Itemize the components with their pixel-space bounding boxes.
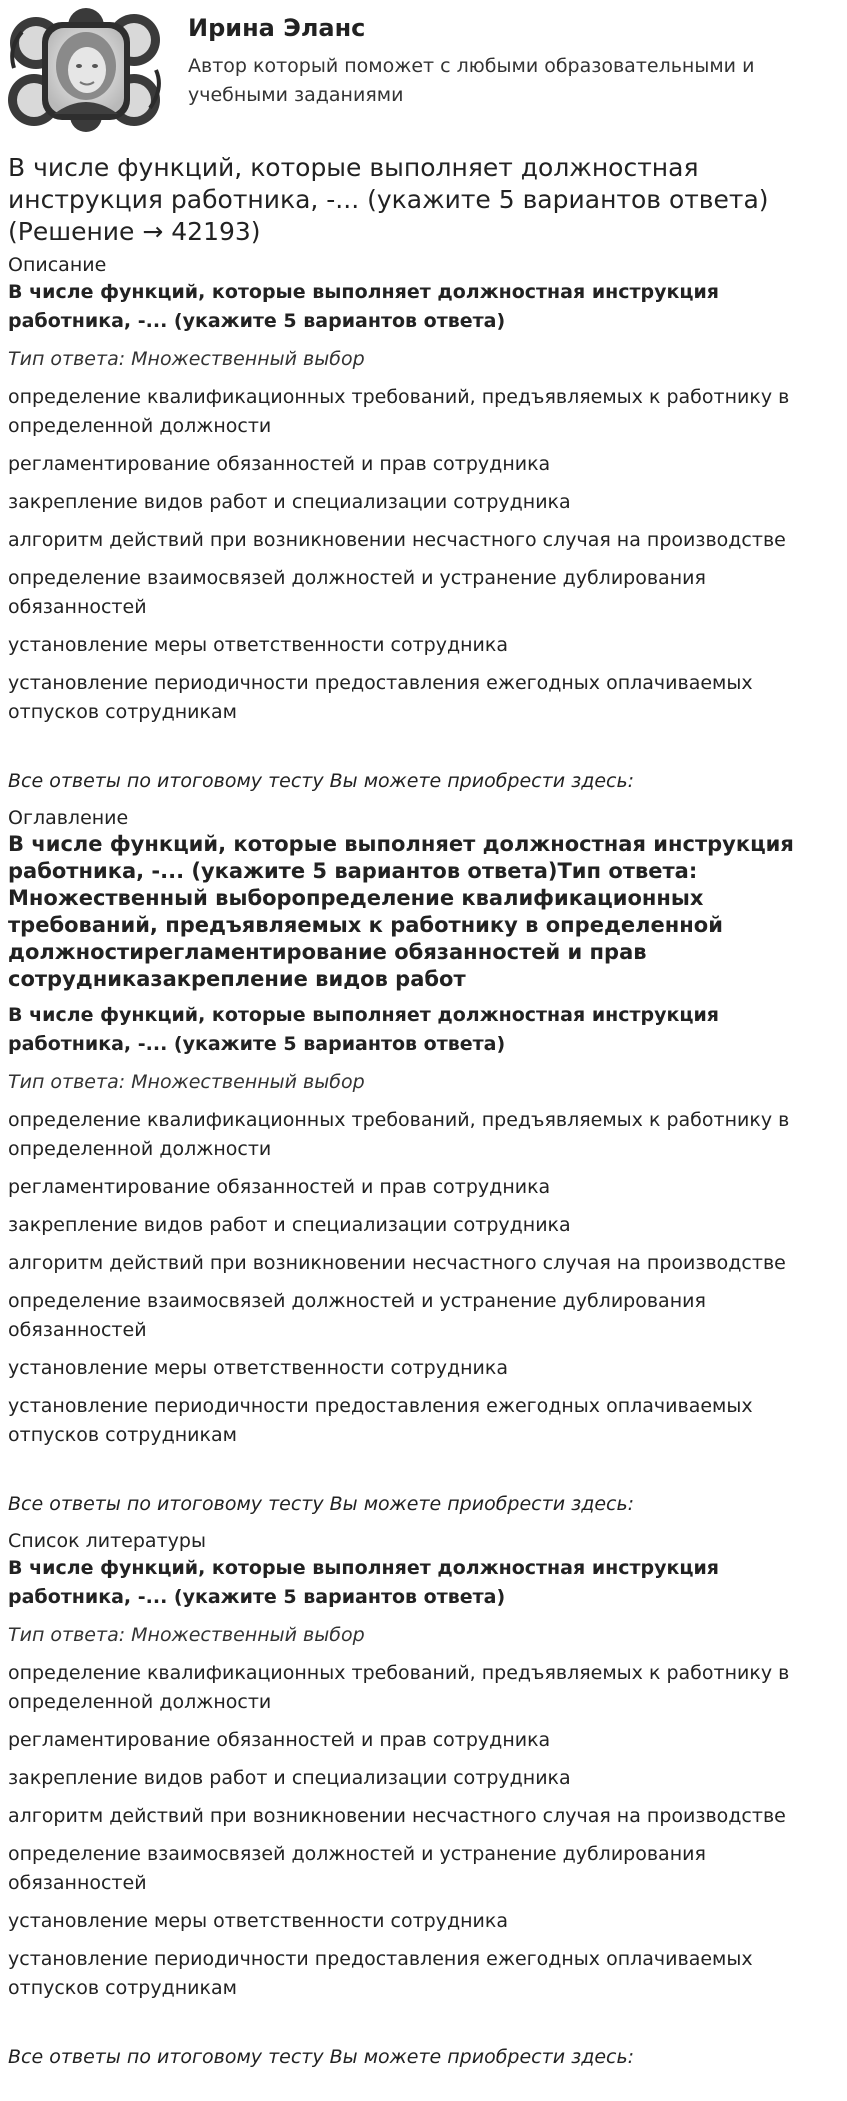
answer-option: установление периодичности предоставления ежегодных оплачиваемых отпусков сотрудникам [8, 1948, 753, 1999]
answer-option: определение взаимосвязей должностей и устранение дублирования обязанностей [8, 1290, 706, 1341]
answer-option: установление меры ответственности сотрудника [8, 1357, 508, 1379]
answer-option: определение взаимосвязей должностей и устранение дублирования обязанностей [8, 1843, 706, 1894]
avatar-image [6, 8, 166, 133]
answer-type: Тип ответа: Множественный выбор [8, 348, 365, 370]
answer-option: алгоритм действий при возникновении несчастного случая на производстве [8, 529, 786, 551]
answer-option: закрепление видов работ и специализации сотрудника [8, 1214, 571, 1236]
answer-option: алгоритм действий при возникновении несчастного случая на производстве [8, 1252, 786, 1274]
section-contents [8, 805, 823, 1519]
answer-type: Тип ответа: Множественный выбор [8, 1071, 365, 1093]
answer-type: Тип ответа: Множественный выбор [8, 1624, 365, 1646]
buy-text: Все ответы по итоговому тесту Вы можете приобрести здесь: [8, 1493, 635, 1515]
section-label: Список литературы [8, 1530, 206, 1552]
answer-option: закрепление видов работ и специализации сотрудника [8, 491, 571, 513]
question-title: В числе функций, которые выполняет должностная инструкция работника, -... (укажите 5 вариантов ответа) [8, 281, 720, 332]
section-references [8, 1528, 823, 2072]
answer-option: установление меры ответственности сотрудника [8, 634, 508, 656]
answer-option: определение взаимосвязей должностей и устранение дублирования обязанностей [8, 567, 706, 618]
answer-option: регламентирование обязанностей и прав сотрудника [8, 453, 551, 475]
answer-option: установление периодичности предоставления ежегодных оплачиваемых отпусков сотрудникам [8, 1395, 753, 1446]
buy-text: Все ответы по итоговому тесту Вы можете приобрести здесь: [8, 770, 635, 792]
answer-option: закрепление видов работ и специализации сотрудника [8, 1767, 571, 1789]
section-label: Оглавление [8, 807, 129, 829]
author-bio: Автор который поможет с любыми образовательными и учебными заданиями [188, 55, 755, 106]
answer-option: установление меры ответственности сотрудника [8, 1910, 508, 1932]
answer-option: определение квалификационных требований, предъявляемых к работнику в определенной должности [8, 1109, 790, 1160]
answer-option: регламентирование обязанностей и прав сотрудника [8, 1176, 551, 1198]
author-name[interactable]: Ирина Эланс [188, 14, 366, 42]
page-title: В числе функций, которые выполняет должностная инструкция работника, -... (укажите 5 вариантов ответа) (Решение → 42193) [8, 153, 769, 246]
answer-option: алгоритм действий при возникновении несчастного случая на производстве [8, 1805, 786, 1827]
answer-option: определение квалификационных требований, предъявляемых к работнику в определенной должности [8, 386, 790, 437]
avatar[interactable] [6, 8, 166, 133]
section-description [8, 252, 823, 796]
section-label: Описание [8, 254, 107, 276]
answer-option: установление периодичности предоставления ежегодных оплачиваемых отпусков сотрудникам [8, 672, 753, 723]
question-title: В числе функций, которые выполняет должностная инструкция работника, -... (укажите 5 вариантов ответа) [8, 1004, 720, 1055]
question-title: В числе функций, которые выполняет должностная инструкция работника, -... (укажите 5 вариантов ответа) [8, 1557, 720, 1608]
answer-option: определение квалификационных требований, предъявляемых к работнику в определенной должности [8, 1662, 790, 1713]
buy-text: Все ответы по итоговому тесту Вы можете приобрести здесь: [8, 2046, 635, 2068]
author-header [8, 6, 823, 146]
author-info [188, 6, 823, 110]
answer-option: регламентирование обязанностей и прав сотрудника [8, 1729, 551, 1751]
contents-heading: В числе функций, которые выполняет должностная инструкция работника, -... (укажите 5 вариантов ответа)Тип ответа: Множественный выборопределение квалификационных требований, предъявляемых к работнику в определенной должностирегламентирование обязанностей и прав сотрудниказакрепление видов работ [8, 832, 794, 991]
